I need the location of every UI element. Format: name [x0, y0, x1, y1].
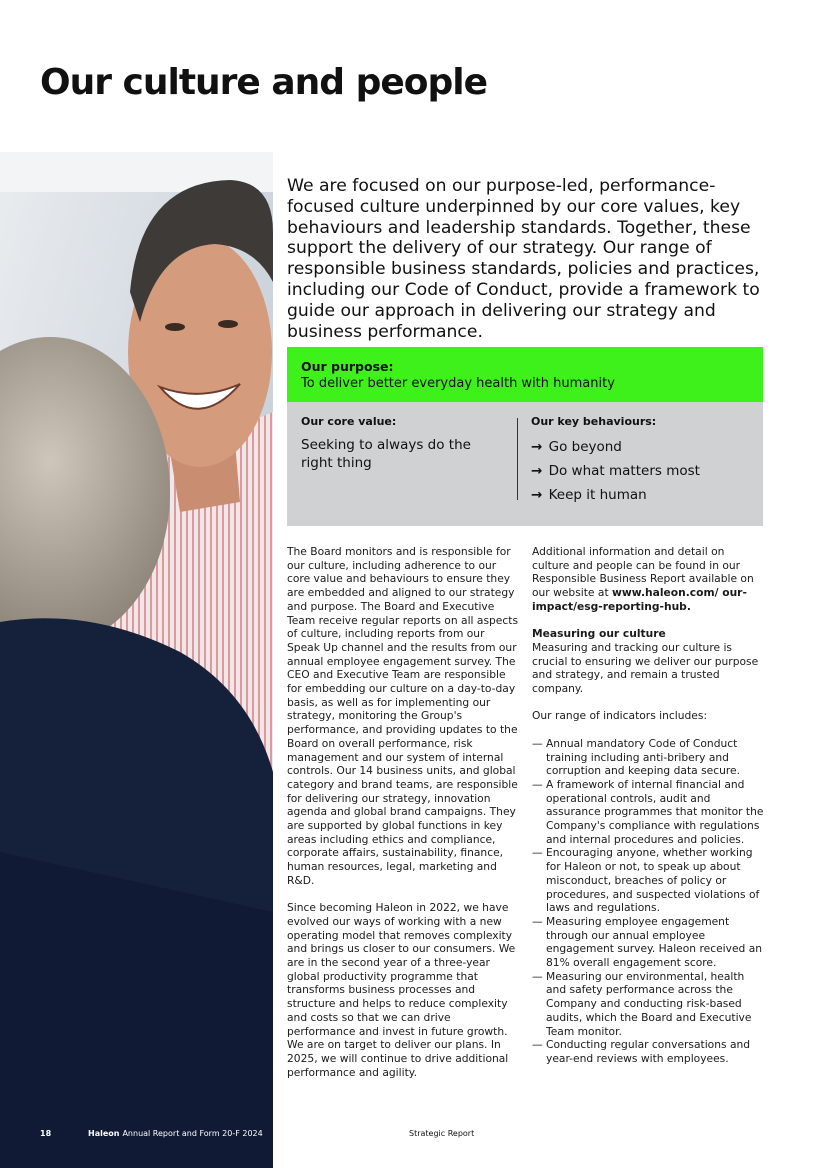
arrow-icon: → — [531, 463, 543, 479]
behaviour-item: → Do what matters most — [531, 463, 700, 479]
report-name: Annual Report and Form 20-F 2024 — [122, 1129, 263, 1138]
esg-hub-link[interactable]: www.haleon.com/ our-impact/esg-reporting-hub. — [532, 586, 747, 613]
measuring-text: Measuring and tracking our culture is crucial to ensuring we deliver our purpose and strategy, and remain a trusted company. — [532, 640, 759, 696]
board-paragraph: The Board monitors and is responsible for our culture, including adherence to our core value and behaviours to ensure they are embedded and aligned to our strategy and purpose. The Board and Executive Team receive regular reports on all aspects of culture, including reports from our Speak Up channel and the results from our annual employee engagement survey. The CEO and Executive Team are responsible for embedding our culture on a day-to-day basis, as well as for implementing our strategy, monitoring the Group's performance, and providing updates to the Board on overall performance, risk management and our system of internal controls. Our 14 business units, and global category and brand teams, are responsible for delivering our strategy, innovation agenda and global brand campaigns. They are supported by global functions in key areas including ethics and compliance, corporate affairs, sustainability, finance, human resources, legal, marketing and R&D. — [287, 545, 519, 887]
measuring-section — [532, 627, 764, 696]
brand-name: Haleon — [88, 1129, 120, 1138]
list-item: — Encouraging anyone, whether working for Haleon or not, to speak up about misconduct, breaches of policy or procedures, and suspected violations of laws and regulations. — [532, 846, 764, 915]
purpose-text: To deliver better everyday health with humanity — [301, 376, 615, 391]
footer-brand — [88, 1129, 263, 1138]
behaviour-item: → Keep it human — [531, 487, 647, 503]
indicators-intro: Our range of indicators includes: — [532, 709, 708, 723]
list-item: — Annual mandatory Code of Conduct training including anti-bribery and corruption and keeping data secure. — [532, 737, 764, 778]
intro-statement: We are focused on our purpose-led, performance-focused culture underpinned by our core values, key behaviours and leadership standards. Together, these support the delivery of our strategy. Our range of responsible business standards, policies and practices, including our Code of Conduct, provide a framework to guide our approach in delivering our strategy and business performance. — [287, 176, 760, 342]
values-divider — [517, 418, 518, 500]
core-value-text: Seeking to always do the right thing — [301, 437, 471, 471]
purpose-box — [287, 347, 763, 402]
behaviours-title: Our key behaviours: — [531, 415, 657, 428]
page-title: Our culture and people — [40, 62, 488, 103]
measuring-heading: Measuring our culture — [532, 627, 666, 641]
behaviours-list — [531, 435, 700, 507]
additional-info-paragraph: Additional information and detail on culture and people can be found in our Responsible Business Report available on our website at www.haleon.com/ our-impact/esg-reporting-hub. — [532, 545, 754, 613]
list-item: — A framework of internal financial and operational controls, audit and assurance programmes that monitor the Company's compliance with regulations and internal procedures and policies. — [532, 778, 764, 847]
purpose-title: Our purpose: — [301, 359, 394, 374]
portrait-photo — [0, 152, 273, 1168]
left-column — [287, 545, 519, 1093]
page-number: 18 — [40, 1129, 52, 1138]
list-item: — Conducting regular conversations and year-end reviews with employees. — [532, 1038, 764, 1065]
behaviour-item: → Go beyond — [531, 439, 622, 455]
values-box — [287, 402, 763, 526]
indicators-list — [532, 737, 764, 1066]
core-value-title: Our core value: — [301, 415, 397, 428]
arrow-icon: → — [531, 487, 543, 503]
arrow-icon: → — [531, 439, 543, 455]
footer-section: Strategic Report — [409, 1129, 475, 1138]
list-item: — Measuring employee engagement through our annual employee engagement survey. Haleon received an 81% overall engagement score. — [532, 915, 764, 970]
right-column — [532, 545, 764, 1066]
haleon-paragraph: Since becoming Haleon in 2022, we have evolved our ways of working with a new operating model that removes complexity and brings us closer to our consumers. We are in the second year of a three-year global productivity programme that transforms business processes and structure and helps to reduce complexity and costs so that we can drive performance and invest in future growth. We are on target to deliver our plans. In 2025, we will continue to drive additional performance and agility. — [287, 901, 516, 1079]
list-item: — Measuring our environmental, health and safety performance across the Company and conducting risk-based audits, which the Board and Executive Team monitor. — [532, 970, 764, 1039]
